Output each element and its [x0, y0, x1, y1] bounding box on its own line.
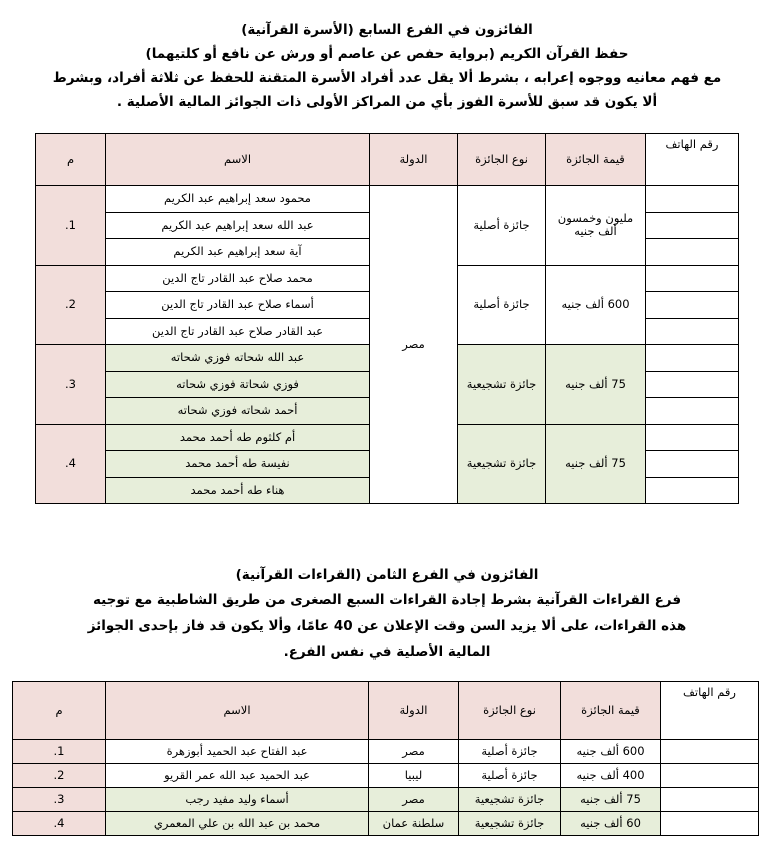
cell-prize-type: جائزة أصلية	[459, 764, 561, 788]
cell-country: سلطنة عمان	[369, 812, 459, 836]
cell-prize-value: 75 ألف جنيه	[561, 788, 661, 812]
cell-phone[interactable]	[646, 265, 739, 292]
cell-name: هناء طه أحمد محمد	[106, 477, 370, 504]
cell-name: عبد الله سعد إبراهيم عبد الكريم	[106, 212, 370, 239]
cell-name: أحمد شحاته فوزي شحاته	[106, 398, 370, 425]
cell-prize-type: جائزة أصلية	[458, 265, 546, 345]
table-row	[13, 812, 759, 836]
cell-phone[interactable]	[646, 318, 739, 345]
cell-index: .3	[13, 788, 106, 812]
cell-name: عبد القادر صلاح عبد القادر تاج الدين	[106, 318, 370, 345]
cell-prize-value: 400 ألف جنيه	[561, 764, 661, 788]
cell-name: عبد الحميد عبد الله عمر القريو	[106, 764, 369, 788]
cell-index: .2	[36, 265, 106, 345]
cell-country: ليبيا	[369, 764, 459, 788]
column-header-phone: رقم الهاتف	[661, 682, 759, 740]
cell-phone[interactable]	[646, 345, 739, 372]
cell-phone[interactable]	[661, 740, 759, 764]
table-row	[36, 186, 739, 213]
table-row	[13, 740, 759, 764]
cell-name: نفيسة طه أحمد محمد	[106, 451, 370, 478]
winners-table-family-branch	[35, 133, 739, 504]
table-header-row	[13, 682, 759, 740]
cell-phone[interactable]	[646, 239, 739, 266]
cell-prize-type: جائزة تشجيعية	[459, 812, 561, 836]
section-1-heading	[0, 18, 774, 114]
cell-prize-type: جائزة تشجيعية	[458, 424, 546, 504]
cell-name: عبد الله شحاته فوزي شحاته	[106, 345, 370, 372]
column-header-country: الدولة	[370, 134, 458, 186]
column-header-name: الاسم	[106, 134, 370, 186]
cell-index: .2	[13, 764, 106, 788]
cell-phone[interactable]	[661, 812, 759, 836]
cell-country: مصر	[369, 788, 459, 812]
section-1-condition-line-2: ألا يكون قد سبق للأسرة الفوز بأي من المراكز الأولى ذات الجوائز المالية الأصلية .	[116, 94, 658, 110]
cell-index: .1	[36, 186, 106, 266]
cell-phone[interactable]	[646, 477, 739, 504]
cell-name: أسماء صلاح عبد القادر تاج الدين	[106, 292, 370, 319]
cell-phone[interactable]	[661, 788, 759, 812]
table-row	[13, 788, 759, 812]
section-2-title: الفائزون في الفرع الثامن (القراءات القرآنية)	[235, 567, 539, 583]
cell-phone[interactable]	[646, 398, 739, 425]
cell-prize-type: جائزة تشجيعية	[458, 345, 546, 425]
table-body	[13, 740, 759, 836]
cell-phone[interactable]	[646, 292, 739, 319]
column-header-prize-value: قيمة الجائزة	[546, 134, 646, 186]
cell-name: محمد بن عبد الله بن علي المعمري	[106, 812, 369, 836]
cell-phone[interactable]	[661, 764, 759, 788]
table-body	[36, 186, 739, 504]
column-header-prize-value: قيمة الجائزة	[561, 682, 661, 740]
cell-phone[interactable]	[646, 371, 739, 398]
cell-phone[interactable]	[646, 212, 739, 239]
column-header-phone: رقم الهاتف	[646, 134, 739, 186]
cell-index: .1	[13, 740, 106, 764]
cell-prize-value: مليون وخمسون ألف جنيه	[546, 186, 646, 266]
cell-name: أسماء وليد مفيد رجب	[106, 788, 369, 812]
cell-index: .3	[36, 345, 106, 425]
cell-phone[interactable]	[646, 451, 739, 478]
column-header-index: م	[36, 134, 106, 186]
section-1-subtitle: حفظ القرآن الكريم (برواية حفص عن عاصم أو ورش عن نافع أو كلتيهما)	[145, 46, 629, 62]
cell-phone[interactable]	[646, 186, 739, 213]
cell-prize-value: 75 ألف جنيه	[546, 345, 646, 425]
section-1-condition-line-1: مع فهم معانيه ووجوه إعرابه ، بشرط ألا يقل عدد أفراد الأسرة المتقنة للحفظ عن ثلاثة أفراد، وبشرط	[52, 70, 722, 86]
cell-name: فوزي شحاتة فوزي شحاته	[106, 371, 370, 398]
cell-country-merged: مصر	[370, 186, 458, 504]
cell-name: عبد الفتاح عبد الحميد أبوزهرة	[106, 740, 369, 764]
table-header-row	[36, 134, 739, 186]
column-header-prize-type: نوع الجائزة	[458, 134, 546, 186]
cell-prize-value: 75 ألف جنيه	[546, 424, 646, 504]
cell-index: .4	[36, 424, 106, 504]
cell-index: .4	[13, 812, 106, 836]
cell-prize-value: 60 ألف جنيه	[561, 812, 661, 836]
cell-country: مصر	[369, 740, 459, 764]
table-row	[13, 764, 759, 788]
section-2-heading	[0, 563, 774, 665]
cell-prize-type: جائزة أصلية	[459, 740, 561, 764]
cell-prize-type: جائزة أصلية	[458, 186, 546, 266]
winners-table-qiraat-branch	[12, 681, 759, 836]
cell-name: آية سعد إبراهيم عبد الكريم	[106, 239, 370, 266]
section-1-title: الفائزون في الفرع السابع (الأسرة القرآنية)	[241, 22, 533, 38]
cell-prize-value: 600 ألف جنيه	[561, 740, 661, 764]
column-header-country: الدولة	[369, 682, 459, 740]
column-header-name: الاسم	[106, 682, 369, 740]
section-2-description: فرع القراءات القرآنية بشرط إجادة القراءات السبع الصغرى من طريق الشاطبية مع توجيه هذه القراءات، على ألا يزيد السن وقت الإعلان عن 40 عامًا، وألا يكون قد فاز بإحدى الجوائز المالية الأصلية في نفس الفرع.	[87, 592, 687, 660]
cell-prize-value: 600 ألف جنيه	[546, 265, 646, 345]
cell-name: أم كلثوم طه أحمد محمد	[106, 424, 370, 451]
cell-name: محمود سعد إبراهيم عبد الكريم	[106, 186, 370, 213]
column-header-index: م	[13, 682, 106, 740]
cell-prize-type: جائزة تشجيعية	[459, 788, 561, 812]
cell-name: محمد صلاح عبد القادر تاج الدين	[106, 265, 370, 292]
cell-phone[interactable]	[646, 424, 739, 451]
column-header-prize-type: نوع الجائزة	[459, 682, 561, 740]
